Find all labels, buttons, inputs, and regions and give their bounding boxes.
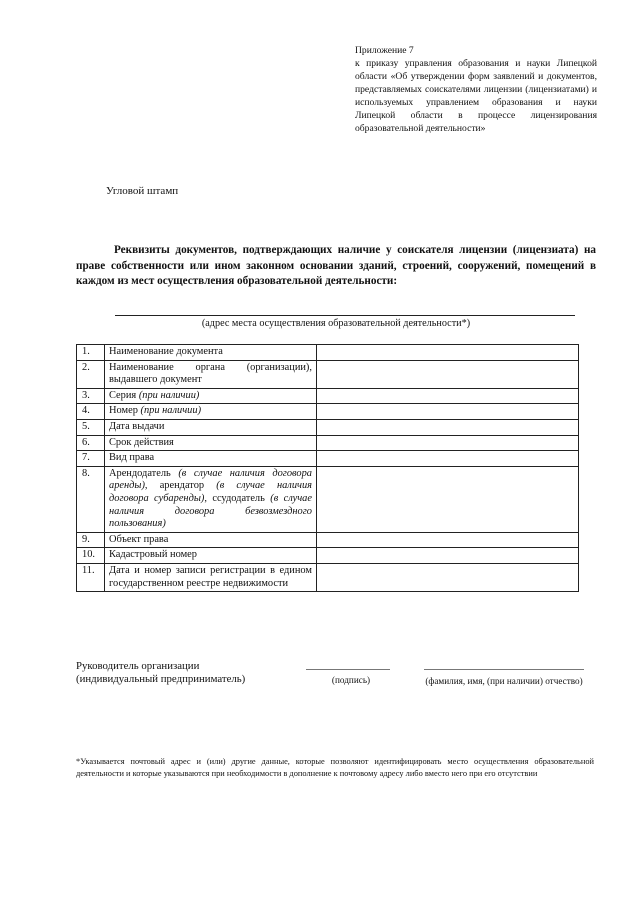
signatory-label-line2: (индивидуальный предприниматель) xyxy=(76,673,246,685)
row-number: 5. xyxy=(77,419,105,435)
row-value-cell[interactable] xyxy=(317,388,579,404)
document-heading xyxy=(76,243,596,290)
row-label-text: Арендодатель xyxy=(109,467,171,479)
row-number: 2. xyxy=(77,360,105,388)
address-input-line[interactable] xyxy=(115,315,575,316)
heading-text: Реквизиты документов, подтверждающих наличие у соискателя лицензии (лицензиата) на праве собственности или ином законном основании зданий, строений, сооружений, помещений в каждом из мест осуществления образовательной деятельности: xyxy=(76,244,596,288)
row-label-hint: (при наличии) xyxy=(138,389,200,401)
row-label: Дата выдачи xyxy=(105,419,317,435)
row-label-text: арендатор xyxy=(159,480,205,492)
row-value-cell[interactable] xyxy=(317,404,579,420)
row-label: Вид права xyxy=(105,451,317,467)
row-label-hint: (в случае наличия договора субаренды) xyxy=(109,480,312,504)
table-row xyxy=(77,563,579,591)
row-value-cell[interactable] xyxy=(317,466,579,532)
corner-stamp-label: Угловой штамп xyxy=(106,185,179,197)
row-number: 11. xyxy=(77,563,105,591)
appendix-text: к приказу управления образования и науки Липецкой области «Об утверждении форм заявлений и документов, представляемых соискателями лицензии (лицензиатами) и используемых управлением образования и науки Липецкой области в процессе лицензирования образовательной деятельности» xyxy=(355,58,597,134)
table-row xyxy=(77,435,579,451)
table-row xyxy=(77,388,579,404)
row-number: 4. xyxy=(77,404,105,420)
row-label-hint: (при наличии) xyxy=(140,405,202,417)
footnote: *Указывается почтовый адрес и (или) другие данные, которые позволяют идентифицировать место осуществления образовательной деятельности и которые указываются при необходимости в дополнение к почтовому адресу либо вместо него при его отсутствии xyxy=(76,757,594,778)
row-value-cell[interactable] xyxy=(317,532,579,548)
row-value-cell[interactable] xyxy=(317,451,579,467)
table-row xyxy=(77,404,579,420)
row-number: 9. xyxy=(77,532,105,548)
row-label-hint: (в случае наличия договора аренды) xyxy=(109,467,312,492)
row-value-cell[interactable] xyxy=(317,360,579,388)
row-value-cell[interactable] xyxy=(317,345,579,361)
row-value-cell[interactable] xyxy=(317,563,579,591)
row-label-text: ссудодатель xyxy=(212,492,265,504)
requisites-table xyxy=(76,344,579,592)
row-label: Объект права xyxy=(105,532,317,548)
row-label xyxy=(105,388,317,404)
full-name-line[interactable] xyxy=(424,669,584,670)
row-label: Кадастровый номер xyxy=(105,548,317,564)
table-row xyxy=(77,419,579,435)
row-label-text: Серия xyxy=(109,389,137,401)
row-value-cell[interactable] xyxy=(317,419,579,435)
address-caption: (адрес места осуществления образовательной деятельности*) xyxy=(201,318,471,329)
row-label-text: Номер xyxy=(109,405,138,417)
appendix-header xyxy=(355,44,597,135)
row-label-hint: (в случае наличия договора безвозмездного пользования) xyxy=(109,492,312,530)
row-label: Арендодатель (в случае наличия договора аренды), арендатор (в случае наличия договора субаренды), ссудодатель (в случае наличия договора безвозмездного пользования) xyxy=(105,466,317,532)
row-number: 3. xyxy=(77,388,105,404)
row-value-cell[interactable] xyxy=(317,435,579,451)
row-number: 1. xyxy=(77,345,105,361)
appendix-title: Приложение 7 xyxy=(355,45,414,56)
signature-line[interactable] xyxy=(306,669,390,670)
full-name-caption: (фамилия, имя, (при наличии) отчество) xyxy=(425,676,583,686)
table-row xyxy=(77,548,579,564)
table-row xyxy=(77,466,579,532)
table-row xyxy=(77,451,579,467)
table-row xyxy=(77,360,579,388)
row-number: 10. xyxy=(77,548,105,564)
table-row xyxy=(77,532,579,548)
signatory-label xyxy=(76,660,245,686)
row-number: 6. xyxy=(77,435,105,451)
row-label: Срок действия xyxy=(105,435,317,451)
row-number: 7. xyxy=(77,451,105,467)
row-value-cell[interactable] xyxy=(317,548,579,564)
row-label: Наименование документа xyxy=(105,345,317,361)
table-row xyxy=(77,345,579,361)
row-label: Дата и номер записи регистрации в едином государственном реестре недвижимости xyxy=(105,563,317,591)
row-label: Наименование органа (организации), выдавшего документ xyxy=(105,360,317,388)
row-number: 8. xyxy=(77,466,105,532)
signatory-label-line1: Руководитель организации xyxy=(76,660,200,672)
signature-caption: (подпись) xyxy=(331,675,371,685)
row-label xyxy=(105,404,317,420)
